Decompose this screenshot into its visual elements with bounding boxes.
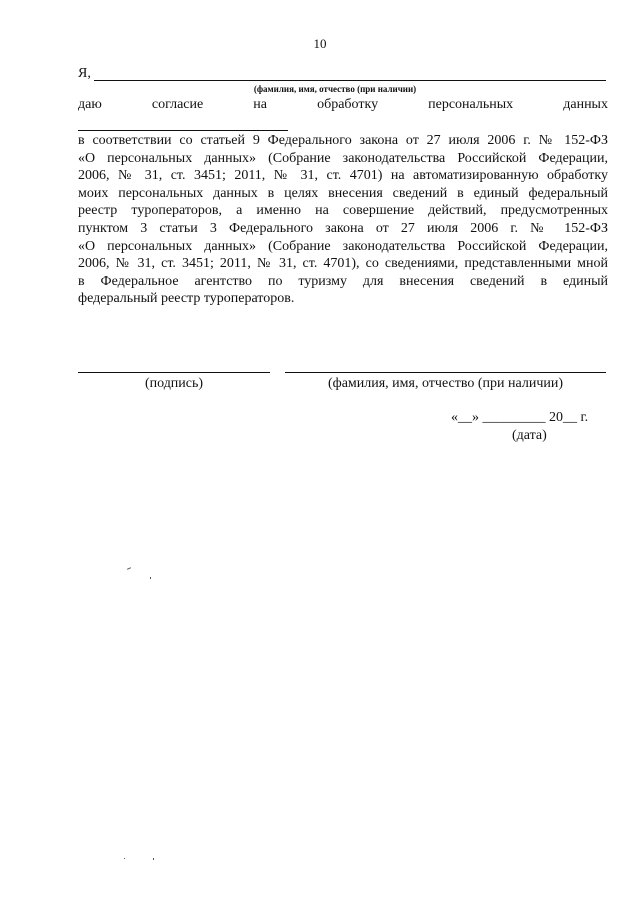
date-field[interactable]: «__» _________ 20__ г. [451,410,589,425]
body-line: «О персональных данных» (Собрание законодательства Российской Федерации, [78,150,608,166]
body-line: реестр туроператоров, а именно на совершение действий, предусмотренных [78,203,608,219]
scan-speck [127,567,131,570]
ya-label: Я, [78,66,91,81]
consent-word: данных [563,97,608,112]
date-caption: (дата) [512,428,547,443]
body-line: в Федеральное агентство по туризму для внесения сведений в единый [78,273,608,289]
body-line: 2006, № 31, ст. 3451; 2011, № 31, ст. 4701), со сведениями, представленными мной [78,256,608,272]
body-line: пунктом 3 статьи 3 Федерального закона от 27 июля 2006 г. № 152-ФЗ [78,220,608,236]
applicant-name-line[interactable] [94,80,606,81]
blank-line[interactable] [78,130,288,131]
scan-speck [124,858,125,859]
scan-speck [150,577,151,579]
signature-line[interactable] [78,372,270,373]
consent-word: даю [78,97,102,112]
signer-name-line[interactable] [285,372,606,373]
body-line: «О персональных данных» (Собрание законодательства Российской Федерации, [78,238,608,254]
fio-hint: (фамилия, имя, отчество (при наличии) [253,84,417,94]
body-line: федеральный реестр туроператоров. [78,291,295,307]
body-line: в соответствии со статьей 9 Федерального закона от 27 июля 2006 г. № 152-ФЗ [78,133,608,148]
page-number: 10 [313,36,327,51]
consent-heading-row [78,97,608,113]
consent-body-text [78,132,608,308]
consent-word: персональных [428,97,514,112]
consent-word: обработку [317,97,379,112]
consent-word: согласие [151,97,204,112]
consent-word: на [253,97,268,112]
body-line: 2006, № 31, ст. 3451; 2011, № 31, ст. 4701) на автоматизированную обработку [78,168,608,184]
signature-caption: (подпись) [144,376,204,391]
signer-name-caption: (фамилия, имя, отчество (при наличии) [327,376,564,391]
applicant-name-row [78,66,606,84]
scan-speck [153,858,154,860]
body-line: моих персональных данных в целях внесения сведений в единый федеральный [78,185,608,201]
